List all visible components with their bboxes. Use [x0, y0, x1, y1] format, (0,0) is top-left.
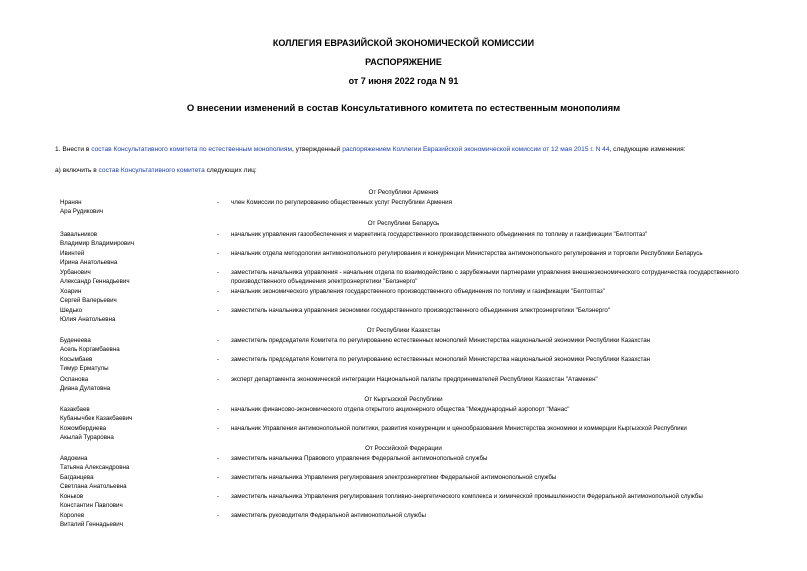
org-heading: КОЛЛЕГИЯ ЕВРАЗИЙСКОЙ ЭКОНОМИЧЕСКОЙ КОМИССИИ [272, 38, 535, 48]
member-name: Нранян Ара Рудикович [60, 199, 103, 215]
dash: - [217, 250, 220, 257]
member-position: заместитель начальника управления экономики государственного производственного объединения электроэнергетики "Белэнерго" [231, 307, 610, 314]
paragraph-2 [55, 167, 257, 174]
dash: - [217, 512, 220, 519]
member-name: Багданцева Светлана Анатольевна [60, 474, 127, 490]
member-position: заместитель начальника Управления регулирования электроэнергетики Федеральной антимонопольной службы [231, 474, 557, 481]
paragraph-1-text-mid: , утвержденный [291, 146, 343, 153]
member-position: начальник экономического управления государственного производственного объединения по топливу и газификации "Белтоптаз" [231, 288, 605, 295]
committee-link[interactable]: состав Консультативного комитета [98, 167, 205, 174]
doc-type-heading: РАСПОРЯЖЕНИЕ [365, 57, 442, 67]
member-name: Коньков Константин Павлович [60, 493, 123, 509]
member-name: Ивинтей Ирина Анатольевна [60, 250, 118, 266]
dash: - [217, 406, 220, 413]
section-title-kazakhstan: От Республики Казахстан [366, 327, 441, 334]
member-name: Оспанова Диана Дулатовна [60, 376, 111, 392]
member-name: Королев Виталий Геннадьевич [60, 512, 123, 528]
dash: - [217, 455, 220, 462]
paragraph-1-text-end: , следующие изменения: [609, 146, 686, 153]
paragraph-1 [55, 146, 686, 153]
dash: - [217, 356, 220, 363]
member-name: Урбанович Александр Геннадьевич [60, 269, 130, 285]
member-position: заместитель начальника управления - начальник отдела по взаимодействию с зарубежными партнерами управления внешнеэкономического сотрудничества государственного производственного объединения электроэнергетики "Белэнерго" [231, 269, 739, 285]
dash: - [217, 376, 220, 383]
member-position: заместитель начальника Правового управления Федеральной антимонопольной службы [231, 455, 488, 462]
member-name: Буденеева Асель Коргамбаевна [60, 337, 120, 353]
dash: - [217, 199, 220, 206]
section-title-armenia: От Республики Армения [368, 189, 439, 196]
member-name: Шедько Юлия Анатольевна [60, 307, 116, 323]
member-position: начальник финансово-экономического отдела открытого акционерного общества "Международный аэропорт "Манас" [231, 406, 570, 413]
dash: - [217, 231, 220, 238]
section-title-russia: От Российской Федерации [365, 445, 442, 452]
document-title: О внесении изменений в состав Консультативного комитета по естественным монополиям [186, 103, 621, 114]
member-position: начальник управления газообеспечения и маркетинга государственного производственного объединения по топливу и газификации "Белтоптаз" [231, 231, 648, 238]
paragraph-1-text-start: 1. Внести в [55, 146, 92, 153]
paragraph-2-text-end: следующих лиц: [204, 167, 257, 174]
member-position: член Комиссии по регулированию общественных услуг Республики Армения [231, 199, 452, 206]
member-position: начальник Управления антимонопольной политики, развития конкуренции и ценообразования Министерства экономики и коммерции Кыргызской Республики [231, 425, 687, 432]
dash: - [217, 269, 220, 276]
paragraph-2-text-start: а) включить в [55, 167, 99, 174]
dash: - [217, 288, 220, 295]
date-number: от 7 июня 2022 года N 91 [348, 76, 459, 86]
member-name: Кожомбердиева Акылай Тураровна [60, 425, 114, 441]
member-position: заместитель начальника Управления регулирования топливно-энергетического комплекса и химической промышленности Федеральной антимонопольной службы [231, 493, 703, 500]
member-name: Казакбаев Кубанычбек Казакбаевич [60, 406, 133, 422]
member-position: эксперт департамента экономической интеграции Национальной палаты предпринимателей Республики Казахстан "Атамекен" [231, 376, 598, 383]
member-name: Авдокина Татьяна Александровна [60, 455, 130, 471]
dash: - [217, 307, 220, 314]
member-position: заместитель председателя Комитета по регулированию естественных монополий Министерства национальной экономики Республики Казахстан [231, 356, 651, 363]
commission-order-link[interactable]: распоряжением Коллегии Евразийской экономической комиссии от 12 мая 2015 г. N 44 [342, 146, 610, 153]
dash: - [217, 425, 220, 432]
member-name: Завальников Владимир Владимирович [60, 231, 134, 247]
member-position: заместитель председателя Комитета по регулированию естественных монополий Министерства национальной экономики Республики Казахстан [231, 337, 651, 344]
member-position: заместитель руководителя Федеральной антимонопольной службы [231, 512, 426, 519]
member-name: Хоарин Сергей Валерьевич [60, 288, 117, 304]
dash: - [217, 337, 220, 344]
member-name: Косымбаев Тимур Ерматулы [60, 356, 109, 372]
member-position: начальник отдела методологии антимонопольного регулирования и конкуренции Министерства антимонопольного регулирования и торговли Республики Беларусь [231, 250, 703, 257]
dash: - [217, 474, 220, 481]
dash: - [217, 493, 220, 500]
section-title-kyrgyzstan: От Кыргызской Республики [364, 396, 443, 403]
committee-composition-link[interactable]: состав Консультативного комитета по естественным монополиям [91, 146, 292, 153]
section-title-belarus: От Республики Беларусь [367, 220, 440, 227]
